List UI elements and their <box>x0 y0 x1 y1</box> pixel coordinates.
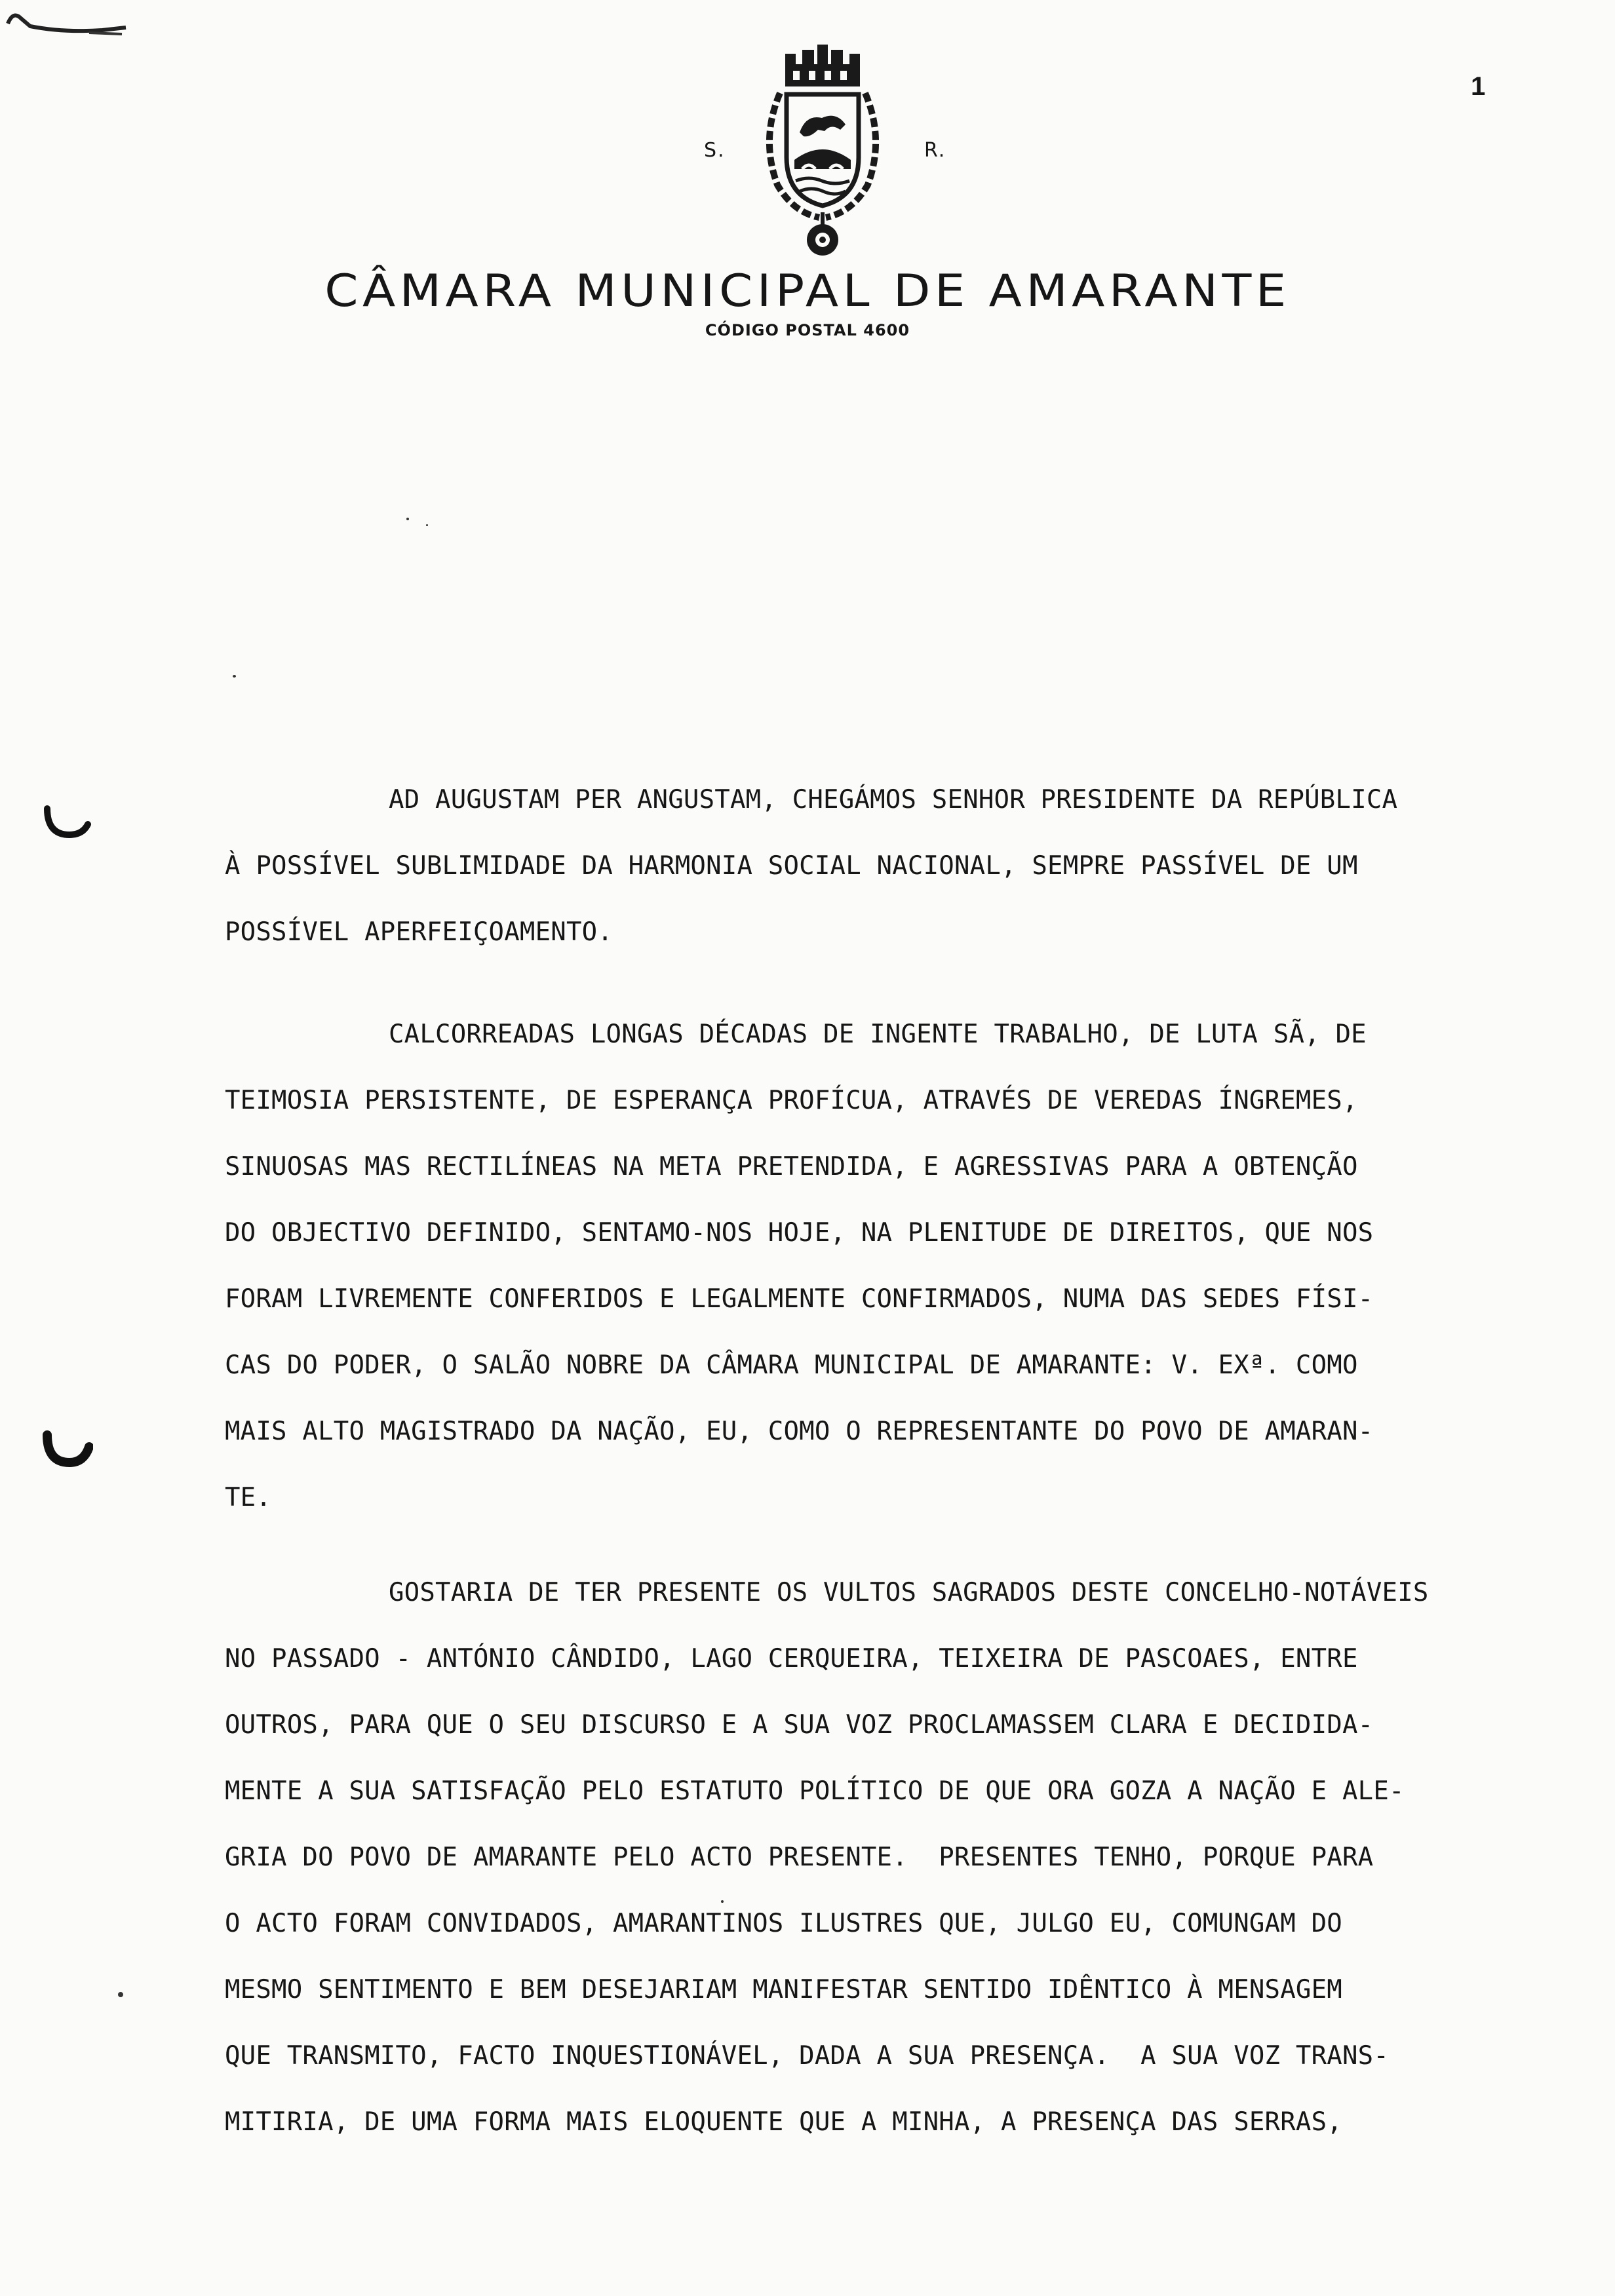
page-number: 1 <box>1471 72 1486 101</box>
letterhead-postal-code: CÓDIGO POSTAL 4600 <box>705 321 910 339</box>
paragraph-1 <box>225 767 1470 965</box>
text-line: FORAM LIVREMENTE CONFERIDOS E LEGALMENTE CONFIRMADOS, NUMA DAS SEDES FÍSI- <box>225 1284 1374 1314</box>
text-line: MAIS ALTO MAGISTRADO DA NAÇÃO, EU, COMO O REPRESENTANTE DO POVO DE AMARAN- <box>225 1417 1374 1446</box>
text-line: NO PASSADO - ANTÓNIO CÂNDIDO, LAGO CERQUEIRA, TEIXEIRA DE PASCOAES, ENTRE <box>225 1644 1358 1674</box>
text-line: CAS DO PODER, O SALÃO NOBRE DA CÂMARA MUNICIPAL DE AMARANTE: V. EXª. COMO <box>225 1350 1358 1380</box>
scan-speck <box>233 675 236 678</box>
text-line: SINUOSAS MAS RECTILÍNEAS NA META PRETENDIDA, E AGRESSIVAS PARA A OBTENÇÃO <box>225 1152 1358 1181</box>
text-line: MENTE A SUA SATISFAÇÃO PELO ESTATUTO POLÍTICO DE QUE ORA GOZA A NAÇÃO E ALE- <box>225 1776 1405 1806</box>
text-line: À POSSÍVEL SUBLIMIDADE DA HARMONIA SOCIAL NACIONAL, SEMPRE PASSÍVEL DE UM <box>225 851 1358 881</box>
scan-speck <box>406 518 409 520</box>
text-line: CALCORREADAS LONGAS DÉCADAS DE INGENTE TRABALHO, DE LUTA SÃ, DE <box>389 1020 1367 1049</box>
text-line: GRIA DO POVO DE AMARANTE PELO ACTO PRESENTE. PRESENTES TENHO, PORQUE PARA <box>225 1843 1374 1872</box>
text-line: AD AUGUSTAM PER ANGUSTAM, CHEGÁMOS SENHOR PRESIDENTE DA REPÚBLICA <box>389 785 1398 814</box>
binder-hole-mark-icon <box>41 801 93 843</box>
paragraph-3 <box>225 1559 1470 2155</box>
letterhead-initial-right: R. <box>924 139 946 162</box>
scan-speck <box>118 1992 123 1997</box>
text-line: TEIMOSIA PERSISTENTE, DE ESPERANÇA PROFÍCUA, ATRAVÉS DE VEREDAS ÍNGREMES, <box>225 1086 1358 1115</box>
text-line: QUE TRANSMITO, FACTO INQUESTIONÁVEL, DADA A SUA PRESENÇA. A SUA VOZ TRANS- <box>225 2041 1389 2071</box>
scan-corner-mark-icon <box>4 4 128 43</box>
text-line: TE. <box>225 1483 272 1512</box>
text-line: O ACTO FORAM CONVIDADOS, AMARANTINOS ILUSTRES QUE, JULGO EU, COMUNGAM DO <box>225 1909 1342 1938</box>
scan-speck <box>426 524 428 526</box>
text-line: POSSÍVEL APERFEIÇOAMENTO. <box>225 917 613 947</box>
letterhead-title: CÂMARA MUNICIPAL DE AMARANTE <box>324 265 1291 317</box>
paragraph-2 <box>225 1001 1470 1531</box>
text-line: OUTROS, PARA QUE O SEU DISCURSO E A SUA VOZ PROCLAMASSEM CLARA E DECIDIDA- <box>225 1710 1374 1740</box>
text-line: GOSTARIA DE TER PRESENTE OS VULTOS SAGRADOS DESTE CONCELHO-NOTÁVEIS <box>389 1578 1429 1607</box>
text-line: MESMO SENTIMENTO E BEM DESEJARIAM MANIFESTAR SENTIDO IDÊNTICO À MENSAGEM <box>225 1975 1342 2004</box>
text-line: DO OBJECTIVO DEFINIDO, SENTAMO-NOS HOJE, NA PLENITUDE DE DIREITOS, QUE NOS <box>225 1218 1374 1248</box>
municipal-coat-of-arms-icon <box>754 41 891 257</box>
text-line: MITIRIA, DE UMA FORMA MAIS ELOQUENTE QUE A MINHA, A PRESENÇA DAS SERRAS, <box>225 2107 1342 2137</box>
letterhead-initial-left: S. <box>704 139 726 162</box>
binder-hole-mark-icon <box>41 1427 93 1469</box>
